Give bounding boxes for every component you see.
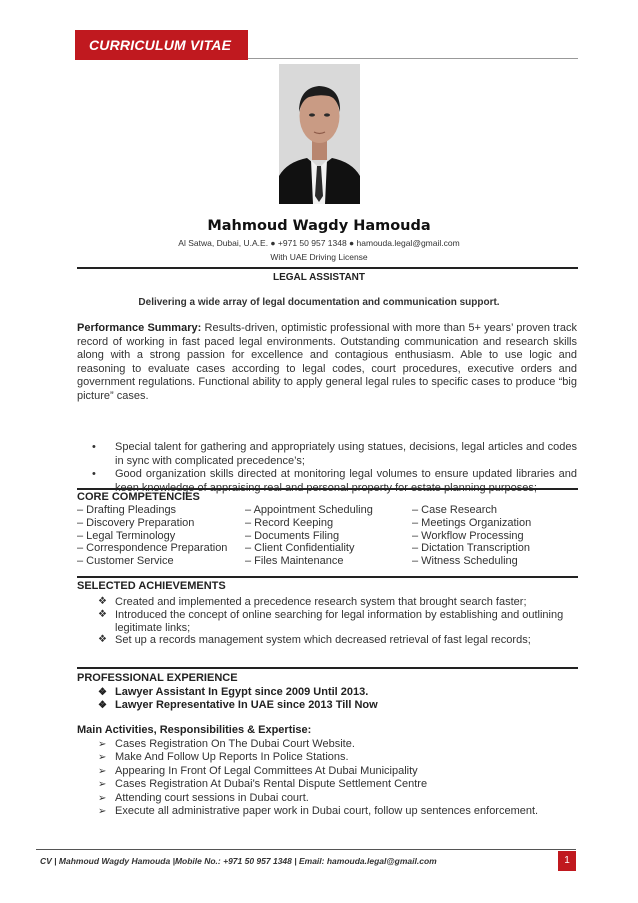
table-row: – Discovery Preparation – Record Keeping – Meetings Organization	[77, 516, 532, 529]
tagline: Delivering a wide array of legal documentation and communication support.	[138, 297, 500, 308]
arrow-bullet-icon: ➢	[98, 792, 107, 804]
experience-list	[98, 686, 578, 713]
list-item: ➢ Cases Registration On The Dubai Court Website.	[98, 738, 355, 750]
portrait-image	[279, 64, 360, 204]
list-item: ➢ Execute all administrative paper work in Dubai court, follow up sentences enforcement.	[98, 805, 539, 818]
diamond-bullet-icon: ❖	[98, 687, 107, 698]
activities-list	[98, 738, 578, 818]
divider	[77, 576, 578, 578]
profile-photo	[279, 64, 360, 204]
list-item: ❖ Set up a records management system which decreased retrieval of fast legal records;	[98, 634, 531, 647]
competencies-table	[77, 504, 577, 568]
diamond-bullet-icon: ❖	[98, 634, 107, 646]
page-number: 1	[558, 851, 576, 871]
diamond-bullet-icon: ❖	[98, 608, 107, 620]
summary-text: Results-driven, optimistic professional with more than 5+ years’ proven track record of working in fast paced legal environments. Outstanding communication and research skills along with a strong passion for excellence and contagious enthusiasm. Able to use logic and reasoning to evaluate cases according to legal codes, court procedures, executive orders and government regulations. Functional ability to apply general legal rules to specific cases to produce “big picture” cases.	[77, 322, 577, 402]
list-item: ❖ Created and implemented a precedence research system that brought search faster;	[98, 596, 527, 608]
competencies-title: CORE COMPETENCIES	[77, 491, 200, 503]
achievements-title: SELECTED ACHIEVEMENTS	[77, 580, 226, 592]
experience-title: PROFESSIONAL EXPERIENCE	[77, 672, 238, 684]
list-item: ❖ Lawyer Representative In UAE since 2013 Till Now	[98, 699, 378, 712]
diamond-bullet-icon: ❖	[98, 596, 107, 607]
banner-rule	[248, 58, 578, 59]
table-row: – Correspondence Preparation – Client Confidentiality – Dictation Transcription	[77, 542, 530, 555]
diamond-bullet-icon: ❖	[98, 700, 107, 712]
contact-line: Al Satwa, Dubai, U.A.E. ● +971 50 957 1348 ● hamouda.legal@gmail.com	[178, 238, 460, 248]
cv-banner: CURRICULUM VITAE	[75, 30, 248, 60]
list-item: ➢ Cases Registration At Dubai's Rental Dispute Settlement Centre	[98, 778, 428, 791]
list-item: ➢ Appearing In Front Of Legal Committees At Dubai Municipality	[98, 764, 418, 777]
arrow-bullet-icon: ➢	[98, 765, 107, 777]
arrow-bullet-icon: ➢	[98, 739, 107, 750]
table-row: – Drafting Pleadings – Appointment Scheduling – Case Research	[77, 504, 497, 516]
arrow-bullet-icon: ➢	[98, 806, 107, 818]
activities-title: Main Activities, Responsibilities & Expertise:	[77, 724, 312, 736]
divider	[77, 488, 578, 490]
table-row: – Customer Service – Files Maintenance – Witness Scheduling	[77, 555, 518, 568]
footer-rule	[36, 849, 576, 850]
page-footer: CV | Mahmoud Wagdy Hamouda |Mobile No.: +971 50 957 1348 | Email: hamouda.legal@gmail.com	[40, 856, 437, 866]
table-row: – Legal Terminology – Documents Filing – Workflow Processing	[77, 529, 524, 542]
divider	[77, 267, 578, 269]
arrow-bullet-icon: ➢	[98, 752, 107, 764]
license-line: With UAE Driving License	[270, 252, 368, 262]
divider	[77, 667, 578, 669]
arrow-bullet-icon: ➢	[98, 779, 107, 791]
summary-label: Performance Summary:	[77, 322, 202, 334]
list-item: ❖ Introduced the concept of online searching for legal information by establishing and outlining legitimate links;	[98, 608, 564, 634]
list-item: ➢ Make And Follow Up Reports In Police Stations.	[98, 751, 349, 764]
performance-summary	[77, 322, 577, 404]
list-item: ➢ Attending court sessions in Dubai court.	[98, 791, 309, 804]
candidate-name: Mahmoud Wagdy Hamouda	[207, 218, 431, 234]
list-item: • Special talent for gathering and appropriately using statues, decisions, legal articles and codes in sync with complicated precedence’s;	[92, 441, 577, 467]
list-item: • Good organization skills directed at monitoring legal volumes to ensure updated libraries and keen knowledge of appraising real and personal property for estate planning purposes;	[92, 468, 577, 494]
position-title: LEGAL ASSISTANT	[272, 272, 366, 283]
list-item: ❖ Lawyer Assistant In Egypt since 2009 Until 2013.	[98, 686, 369, 698]
achievements-list	[98, 596, 578, 647]
